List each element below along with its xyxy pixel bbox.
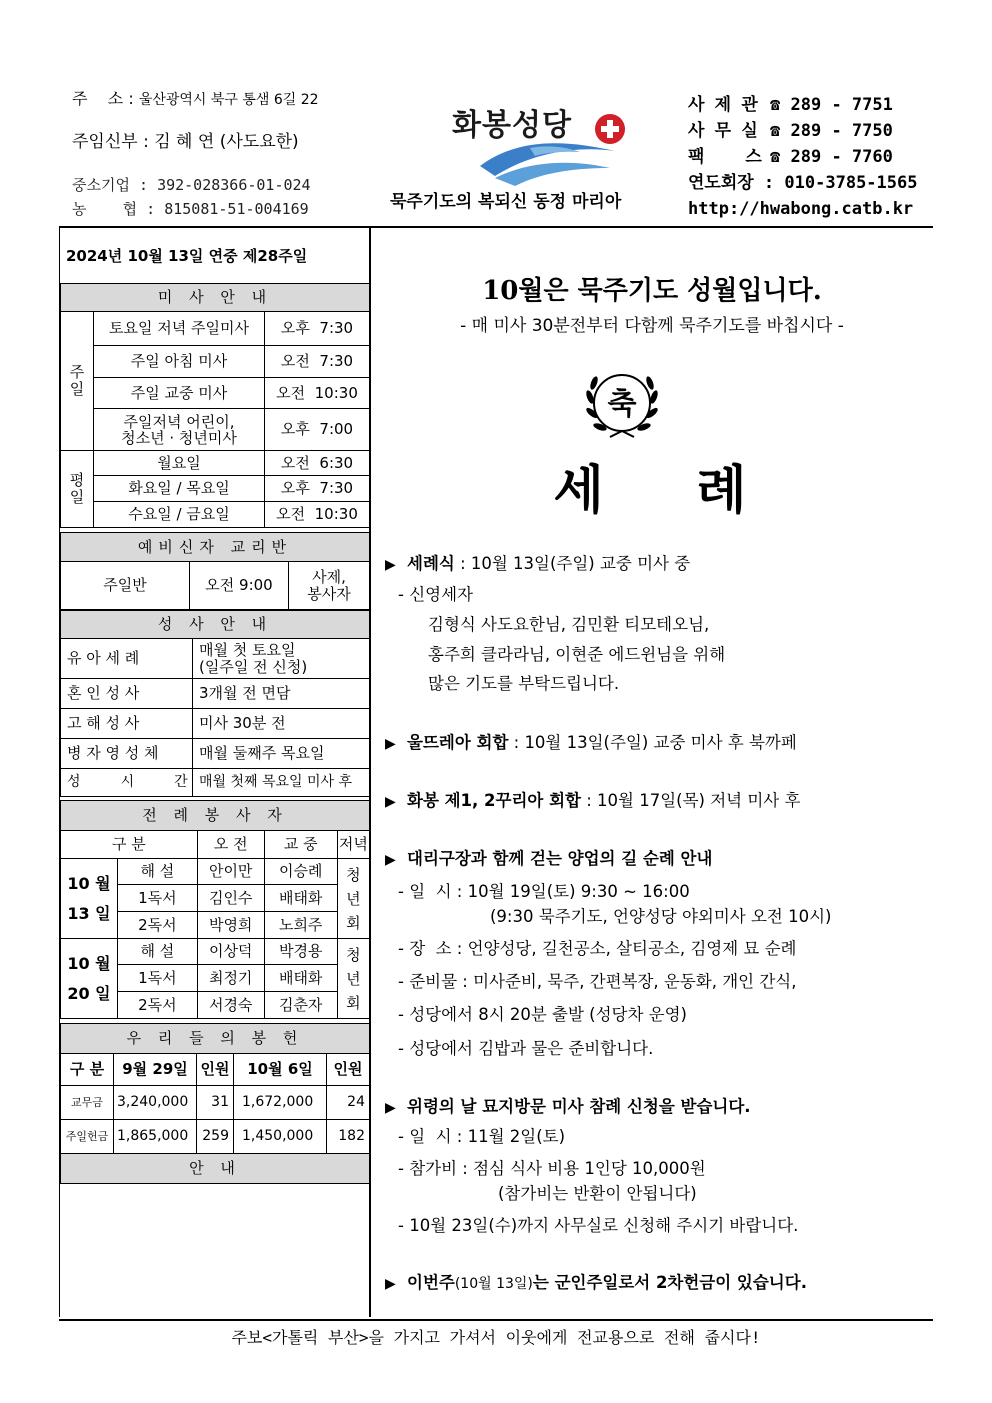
bullet-icon: ▶ — [385, 852, 396, 868]
offering-header: 구 분 — [61, 1054, 114, 1086]
mass-time: 오전 10:30 — [265, 502, 370, 528]
liturgy-role: 1독서 — [118, 885, 198, 912]
liturgy-main: 배태화 — [264, 965, 337, 992]
sacrament-name: 병 자 영 성 체 — [61, 739, 193, 769]
address-line: 주 소 : 울산광역시 북구 통샘 6길 22 — [72, 89, 319, 108]
liturgy-am: 박영희 — [197, 912, 264, 939]
baptism-item: ▶ 세례식 : 10월 13일(주일) 교중 미사 중 — [385, 554, 691, 573]
contact-row: 사 무 실 ☎ 289 - 7750 — [688, 121, 893, 141]
liturgy-am: 최정기 — [197, 965, 264, 992]
liturgy-role: 1독서 — [118, 965, 198, 992]
contact-row: 연도회장 : 010-3785-1565 — [688, 173, 918, 193]
church-name: 화봉성당 — [452, 108, 572, 143]
phone-icon: ☎ — [770, 95, 781, 115]
headline: 10월은 묵주기도 성월입니다. — [482, 276, 822, 306]
sacrament-value: 3개월 전 면담 — [193, 679, 370, 709]
notice-title: 안 내 — [61, 1154, 370, 1184]
mass-name: 주일 교중 미사 — [94, 378, 265, 409]
congrats-emblem — [580, 367, 664, 447]
offering-header: 인원 — [327, 1054, 370, 1086]
bullet-icon: ▶ — [385, 1100, 396, 1116]
sacrament-name: 유 아 세 례 — [61, 639, 193, 679]
liturgy-am: 안이만 — [197, 859, 264, 885]
mass-name: 수요일 / 금요일 — [94, 502, 265, 528]
liturgy-am: 서경숙 — [197, 992, 264, 1019]
offering-name: 주일헌금 — [61, 1120, 114, 1154]
liturgy-header: 오 전 — [197, 831, 264, 859]
catechumen-title: 예비신자 교리반 — [61, 533, 370, 562]
sacrament-value: 매월 첫째 목요일 미사 후 — [193, 769, 370, 797]
mass-title: 미 사 안 내 — [61, 284, 370, 312]
offering-header: 인원 — [197, 1054, 234, 1086]
pilgrimage-date-detail: (9:30 묵주기도, 언양성당 야외미사 오전 10시) — [490, 907, 832, 926]
pilgrimage-item: ▶ 대리구장과 함께 걷는 양업의 길 순례 안내 — [385, 849, 713, 868]
offering-amount: 1,450,000 — [234, 1120, 327, 1154]
contact-row: 팩 스 ☎ 289 - 7760 — [688, 147, 893, 167]
pilgrimage-food: - 성당에서 김밥과 물은 준비합니다. — [398, 1039, 654, 1058]
liturgy-main: 배태화 — [264, 885, 337, 912]
offering-amount: 1,865,000 — [114, 1120, 197, 1154]
mass-name: 토요일 저녁 주일미사 — [94, 312, 265, 346]
account-line-1: 중소기업 : 392-028366-01-024 — [72, 176, 311, 194]
sacrament-title: 성 사 안 내 — [61, 611, 370, 639]
pilgrimage-date: - 일 시 : 10월 19일(토) 9:30 ~ 16:00 — [398, 882, 690, 901]
contact-row: 사 제 관 ☎ 289 - 7751 — [688, 95, 893, 115]
liturgy-role: 2독서 — [118, 912, 198, 939]
bullet-icon: ▶ — [385, 794, 396, 810]
offering-count: 31 — [197, 1086, 234, 1120]
offering-table — [60, 1023, 370, 1184]
memorial-date: - 일 시 : 11월 2일(토) — [398, 1127, 566, 1146]
catechumen-teacher: 사제, 봉사자 — [289, 562, 370, 610]
liturgy-evening: 청 년 회 — [337, 859, 369, 939]
mass-time: 오전 6:30 — [265, 451, 370, 476]
liturgy-role: 2독서 — [118, 992, 198, 1019]
curia-item: ▶ 화봉 제1, 2꾸리아 회합 : 10월 17일(목) 저녁 미사 후 — [385, 791, 801, 810]
bullet-icon: ▶ — [385, 557, 396, 573]
ultreya-item: ▶ 울뜨레아 회합 : 10월 13일(주일) 교중 미사 후 북까페 — [385, 733, 797, 752]
liturgy-date: 10 월 13 일 — [61, 859, 118, 939]
second-collection-item: ▶ 이번주(10월 13일)는 군인주일로서 2차헌금이 있습니다. — [385, 1273, 807, 1292]
subline: - 매 미사 30분전부터 다함께 묵주기도를 바칩시다 - — [460, 316, 844, 336]
liturgy-table — [60, 800, 370, 1019]
pilgrimage-depart: - 성당에서 8시 20분 출발 (성당차 운영) — [398, 1005, 687, 1024]
priest-line: 주임신부 : 김 혜 연 (사도요한) — [72, 132, 299, 152]
weekday-label: 평 일 — [61, 451, 94, 528]
sunday-label: 주 일 — [61, 312, 94, 451]
offering-amount: 3,240,000 — [114, 1086, 197, 1120]
parish-title: 묵주기도의 복되신 동정 마리아 — [390, 192, 622, 212]
liturgy-main: 박경용 — [264, 939, 337, 965]
footer-note: 주보<가톨릭 부산>을 가지고 가셔서 이웃에게 전교용으로 전해 줍시다! — [231, 1328, 761, 1347]
bullet-icon: ▶ — [385, 1276, 396, 1292]
sacrament-table — [60, 610, 370, 797]
mass-name: 주일저녁 어린이, 청소년 · 청년미사 — [94, 409, 265, 451]
memorial-fee-note: (참가비는 반환이 안됩니다) — [498, 1184, 697, 1203]
mass-time: 오후 7:30 — [265, 312, 370, 346]
liturgy-header: 저녁 — [337, 831, 369, 859]
mass-name: 월요일 — [94, 451, 265, 476]
memorial-fee: - 참가비 : 점심 식사 비용 1인당 10,000원 — [398, 1159, 706, 1178]
mass-table — [60, 283, 370, 528]
liturgy-evening: 청 년 회 — [337, 939, 369, 1019]
mass-time: 오전 7:30 — [265, 346, 370, 378]
liturgy-header: 구 분 — [61, 831, 198, 859]
mass-time: 오후 7:30 — [265, 476, 370, 502]
sacrament-value: 매월 둘째주 목요일 — [193, 739, 370, 769]
liturgy-am: 김인수 — [197, 885, 264, 912]
contact-list — [688, 92, 917, 222]
liturgy-main: 이승례 — [264, 859, 337, 885]
phone-icon: ☎ — [770, 147, 781, 167]
liturgy-main: 노희주 — [264, 912, 337, 939]
offering-count: 259 — [197, 1120, 234, 1154]
sacrament-value: 미사 30분 전 — [193, 709, 370, 739]
offering-count: 182 — [327, 1120, 370, 1154]
sacrament-value: 매월 첫 토요일 (일주일 전 신청) — [193, 639, 370, 679]
memorial-item: ▶ 위령의 날 묘지방문 미사 참례 신청을 받습니다. — [385, 1097, 751, 1116]
baptism-names: 홍주희 클라라님, 이현준 에드윈님을 위해 — [428, 645, 726, 664]
sacrament-name: 혼 인 성 사 — [61, 679, 193, 709]
mass-name: 주일 아침 미사 — [94, 346, 265, 378]
date-line: 2024년 10월 13일 연중 제28주일 — [66, 247, 308, 265]
liturgy-role: 해 설 — [118, 859, 198, 885]
offering-header: 10월 6일 — [234, 1054, 327, 1086]
offering-amount: 1,672,000 — [234, 1086, 327, 1120]
offering-count: 24 — [327, 1086, 370, 1120]
offering-name: 교무금 — [61, 1086, 114, 1120]
mass-time: 오전 10:30 — [265, 378, 370, 409]
baptism-names: 김형식 사도요한님, 김민환 티모테오님, — [428, 615, 710, 634]
baptism-sub: - 신영세자 — [398, 585, 473, 604]
account-line-2: 농 협 : 815081-51-004169 — [72, 200, 309, 218]
catechumen-time: 오전 9:00 — [190, 562, 289, 610]
liturgy-date: 10 월 20 일 — [61, 939, 118, 1019]
liturgy-role: 해 설 — [118, 939, 198, 965]
pilgrimage-items: - 준비물 : 미사준비, 묵주, 간편복장, 운동화, 개인 간식, — [398, 972, 797, 991]
memorial-apply: - 10월 23일(수)까지 사무실로 신청해 주시기 바랍니다. — [398, 1216, 799, 1235]
mass-name: 화요일 / 목요일 — [94, 476, 265, 502]
liturgy-header: 교 중 — [264, 831, 337, 859]
sacrament-name: 고 해 성 사 — [61, 709, 193, 739]
emblem-char: 축 — [607, 387, 637, 422]
baptism-names: 많은 기도를 부탁드립니다. — [428, 674, 620, 693]
liturgy-am: 이상덕 — [197, 939, 264, 965]
sacrament-name: 성 시 간 — [61, 769, 193, 797]
pilgrimage-place: - 장 소 : 언양성당, 길천공소, 살티공소, 김영제 묘 순례 — [398, 939, 797, 958]
website-link[interactable]: http://hwabong.catb.kr — [688, 199, 914, 219]
phone-icon: ☎ — [770, 121, 781, 141]
catechumen-class: 주일반 — [61, 562, 190, 610]
offering-title: 우 리 들 의 봉 헌 — [61, 1024, 370, 1054]
big-title: 세 례 — [553, 461, 751, 521]
catechumen-table — [60, 532, 370, 610]
bullet-icon: ▶ — [385, 736, 396, 752]
offering-header: 9월 29일 — [114, 1054, 197, 1086]
liturgy-title: 전 례 봉 사 자 — [61, 801, 370, 831]
mass-time: 오후 7:00 — [265, 409, 370, 451]
liturgy-main: 김춘자 — [264, 992, 337, 1019]
